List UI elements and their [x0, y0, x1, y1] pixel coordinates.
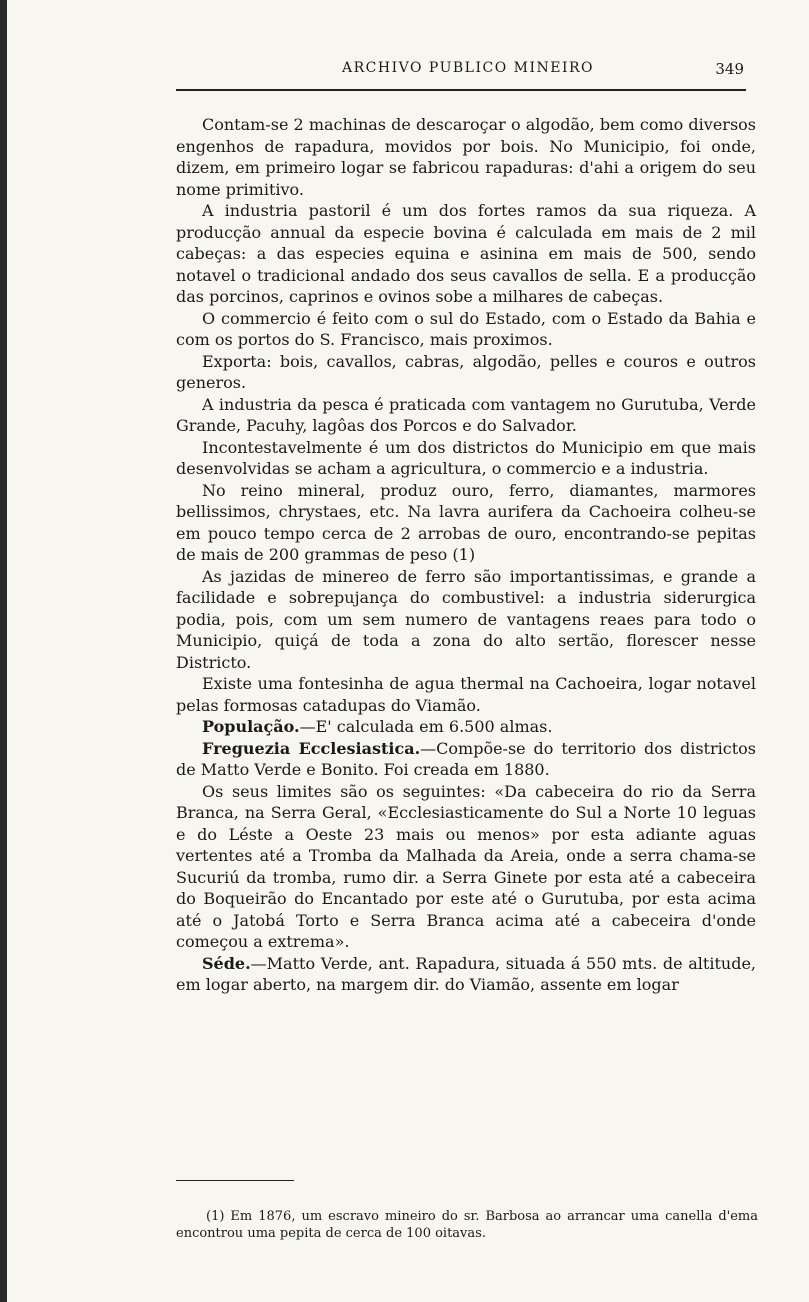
section-heading-populacao: População. [202, 717, 300, 736]
paragraph: Incontestavelmente é um dos districtos do Municipio em que mais desenvolvidas se acham a agricultura, o commercio e a industria. [176, 437, 756, 478]
section-heading-freguezia: Freguezia Ecclesiastica. [202, 738, 421, 758]
paragraph: Exporta: bois, cavallos, cabras, algodão, pelles e couros e outros generos. [176, 351, 756, 392]
paragraph: A industria pastoril é um dos fortes ramos da sua riqueza. A producção annual da especie bovina é calculada em mais de 2 mil cabeças: a das especies equina e asinina em mais de 500, sendo notavel o tradicional andado dos seus cavallos de sella. E a producção das porcinos, caprinos e ovinos sobe a milhares de cabeças. [176, 201, 756, 306]
paragraph: Contam-se 2 machinas de descaroçar o algodão, bem como diversos engenhos de rapadura, movidos por bois. No Municipio, foi onde, dizem, em primeiro logar se fabricou rapaduras: d'ahi a origem do seu nome primitivo. [176, 115, 756, 199]
body-text [176, 114, 756, 996]
section-heading-sede: Séde. [202, 953, 251, 973]
paragraph: As jazidas de minereo de ferro são importantissimas, e grande a facilidade e sobrepujança do combustivel: a industria siderurgica podia, pois, com um sem numero de vantagens reaes para todo o Municipio, quiçá de toda a zona do alto sertão, florescer nesse Districto. [176, 566, 756, 672]
running-header-title: ARCHIVO PUBLICO MINEIRO [342, 60, 595, 76]
header-rule [176, 89, 746, 91]
section-paragraph-sede: Séde.—Matto Verde, ant. Rapadura, situada á 550 mts. de altitude, em logar aberto, na margem dir. do Viamão, assente em logar [176, 953, 756, 994]
section-paragraph-freguezia: Freguezia Ecclesiastica.—Compõe-se do territorio dos districtos de Matto Verde e Bonito. Foi creada em 1880. [176, 738, 756, 779]
footnote [176, 1208, 758, 1242]
footnote-text: (1) Em 1876, um escravo mineiro do sr. Barbosa ao arrancar uma canella d'ema encontrou uma pepita de cerca de 100 oitavas. [176, 1209, 758, 1241]
paragraph: Os seus limites são os seguintes: «Da cabeceira do rio da Serra Branca, na Serra Geral, «Ecclesiasticamente do Sul a Norte 10 leguas e do Léste a Oeste 23 mais ou menos» por esta adiante aguas vertentes até a Tromba da Malhada da Areia, onde a serra chama-se Sucuriú da tromba, rumo dir. a Serra Ginete por esta até a cabeceira do Boqueirão do Encantado por este até o Gurutuba, por esta acima até o Jatobá Torto e Serra Branca acima até a cabeceira d'onde começou a extrema». [176, 781, 756, 951]
paragraph: O commercio é feito com o sul do Estado, com o Estado da Bahia e com os portos do S. Francisco, mais proximos. [176, 308, 756, 349]
running-header [176, 60, 768, 82]
footnote-rule [176, 1180, 294, 1181]
page-edge-shadow [0, 0, 7, 1302]
page-number: 349 [715, 60, 744, 78]
section-paragraph-populacao: População.—E' calculada em 6.500 almas. [202, 717, 553, 736]
paragraph: Existe uma fontesinha de agua thermal na Cachoeira, logar notavel pelas formosas catadupas do Viamão. [176, 674, 756, 715]
paragraph: No reino mineral, produz ouro, ferro, diamantes, marmores bellissimos, chrystaes, etc. Na lavra aurifera da Cachoeira colheu-se em pouco tempo cerca de 2 arrobas de ouro, encontrando-se pepitas de mais de 200 grammas de peso (1) [176, 480, 756, 564]
paragraph: A industria da pesca é praticada com vantagem no Gurutuba, Verde Grande, Pacuhy, lagôas dos Porcos e do Salvador. [176, 394, 756, 435]
